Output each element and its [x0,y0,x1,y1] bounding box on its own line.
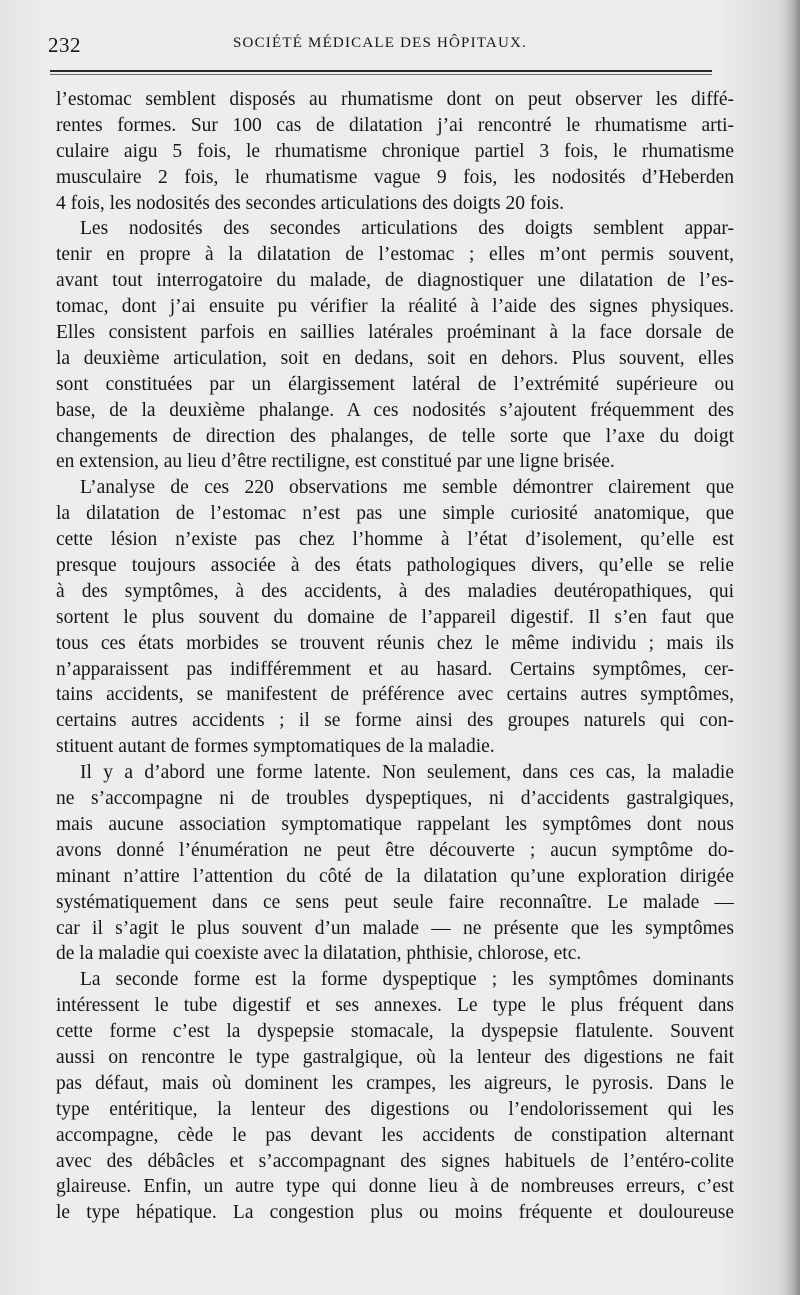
text-line: pas défaut, mais où dominent les crampes, les aigreurs, le pyrosis. Dans le [56,1072,734,1094]
page-number: 232 [48,33,81,57]
text-line: aussi on rencontre le type gastralgique, où la lenteur des digestions ne fait [56,1046,734,1068]
text-line: en extension, au lieu d’être rectiligne, est constitué par une ligne brisée. [56,451,615,473]
text-line: la deuxième articulation, soit en dedans, soit en dehors. Plus souvent, elles [56,347,734,369]
text-line: minant n’attire l’attention du côté de la dilatation qu’une exploration dirigée [56,865,734,887]
text-line: n’apparaissent pas indifféremment et au hasard. Certains symptômes, cer- [56,658,734,680]
text-line: tenir en propre à la dilatation de l’estomac ; elles m’ont permis souvent, [56,244,734,266]
text-line: avec des débâcles et s’accompagnant des signes habituels de l’entéro-colite [56,1150,734,1172]
running-head: SOCIÉTÉ MÉDICALE DES HÔPITAUX. [233,35,527,51]
text-line: L’analyse de ces 220 observations me semble démontrer clairement que [80,477,734,499]
text-line: 4 fois, les nodosités des secondes articulations des doigts 20 fois. [56,192,565,214]
text-line: sont constituées par un élargissement latéral de l’extrémité supérieure ou [56,373,734,395]
text-line: presque toujours associée à des états pathologiques divers, qu’elle se relie [56,555,734,577]
text-line: tains accidents, se manifestent de préférence avec certains autres symptômes, [56,684,734,706]
text-line: cette lésion n’existe pas chez l’homme à l’état d’isolement, qu’elle est [56,529,734,551]
text-line: base, de la deuxième phalange. A ces nodosités s’ajoutent fréquemment des [56,399,734,421]
text-line: accompagne, cède le pas devant les accidents de constipation alternant [56,1124,734,1146]
page-header [48,33,712,57]
text-line: Les nodosités des secondes articulations des doigts semblent appar- [80,218,734,240]
text-line: car il s’agit le plus souvent d’un malade — ne présente que les symptômes [56,917,734,939]
page-edge-shadow [786,0,800,1295]
text-line: l’estomac semblent disposés au rhumatisme dont on peut observer les diffé- [56,89,734,110]
text-line: intéressent le tube digestif et ses annexes. Le type le plus fréquent dans [56,995,734,1017]
text-line: avant tout interrogatoire du malade, de diagnostiquer une dilatation de l’es- [56,270,734,292]
text-line: mais aucune association symptomatique rappelant les symptômes dont nous [56,813,734,835]
text-line: La seconde forme est la forme dyspeptique ; les symptômes dominants [80,969,734,991]
text-line: type entéritique, la lenteur des digestions ou l’endolorissement qui les [56,1098,734,1120]
text-line: rentes formes. Sur 100 cas de dilatation j’ai rencontré le rhumatisme arti- [56,114,734,136]
text-line: culaire aigu 5 fois, le rhumatisme chronique partiel 3 fois, le rhumatisme [56,140,734,162]
text-line: Il y a d’abord une forme latente. Non seulement, dans ces cas, la maladie [80,762,734,784]
text-line: tomac, dont j’ai ensuite pu vérifier la réalité à l’aide des signes physiques. [56,296,734,318]
text-line: à des symptômes, à des accidents, à des maladies deutéropathiques, qui [56,580,734,602]
text-line: glaireuse. Enfin, un autre type qui donne lieu à de nombreuses erreurs, c’est [56,1176,734,1198]
text-line: cette forme c’est la dyspepsie stomacale, la dyspepsie flatulente. Souvent [56,1021,734,1043]
text-line: Elles consistent parfois en saillies latérales proéminant à la face dorsale de [56,322,734,344]
text-line: avons donné l’énumération ne peut être découverte ; aucun symptôme do- [56,839,734,861]
header-rule [50,70,712,72]
text-line: musculaire 2 fois, le rhumatisme vague 9 fois, les nodosités d’Heberden [56,166,734,188]
text-line: certains autres accidents ; il se forme ainsi des groupes naturels qui con- [56,710,734,732]
text-line: changements de direction des phalanges, de telle sorte que l’axe du doigt [56,425,734,447]
text-line: systématiquement dans ce sens peut seule faire reconnaître. Le malade — [56,891,734,913]
text-line: tous ces états morbides se trouvent réunis chez le même individu ; mais ils [56,632,734,654]
text-line: la dilatation de l’estomac n’est pas une simple curiosité anatomique, que [56,503,734,525]
text-line: le type hépatique. La congestion plus ou moins fréquente et douloureuse [56,1202,734,1224]
text-line: stituent autant de formes symptomatiques de la maladie. [56,736,495,758]
header-rule-thin [50,74,712,75]
text-line: ne s’accompagne ni de troubles dyspeptiques, ni d’accidents gastralgiques, [56,788,734,810]
text-line: de la maladie qui coexiste avec la dilatation, phthisie, chlorose, etc. [56,943,582,965]
body-text [56,87,734,1226]
text-line: sortent le plus souvent du domaine de l’appareil digestif. Il s’en faut que [56,606,734,628]
